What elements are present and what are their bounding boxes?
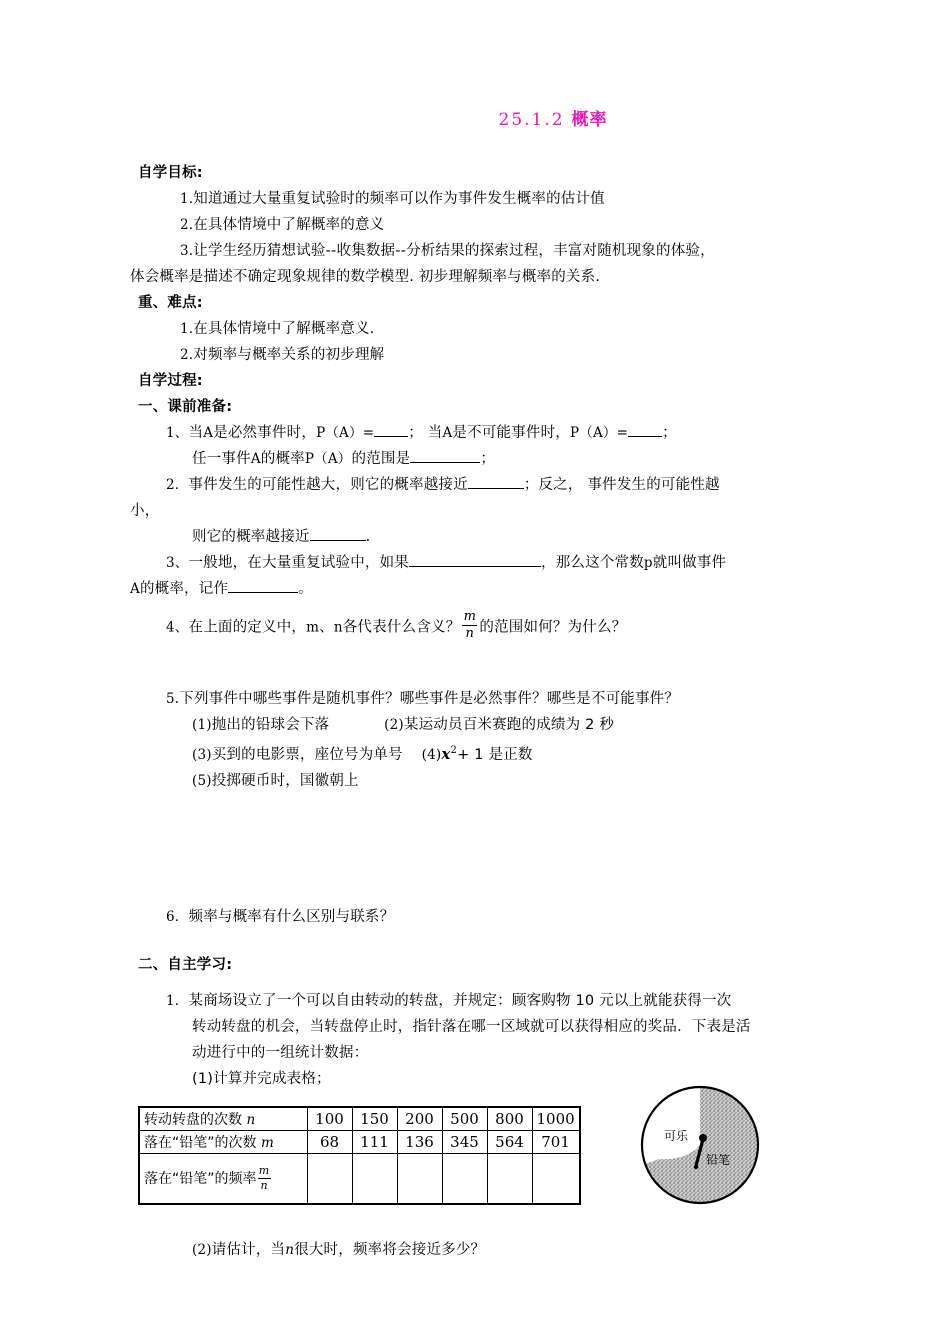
q5-num: 5. xyxy=(166,691,180,708)
q1-var-a1: A xyxy=(203,425,214,441)
q5-option-2-label: (2) xyxy=(384,717,404,734)
spacer-q3-q4 xyxy=(138,602,838,612)
table-fraction-denominator: n xyxy=(260,1179,268,1193)
q1-part-d: 是不可能事件时， xyxy=(452,425,570,441)
question-2 xyxy=(138,472,838,498)
table-rowhead-pencil-count xyxy=(139,1131,307,1154)
question-3-line-2 xyxy=(130,576,838,602)
table-cell: 564 xyxy=(487,1131,532,1154)
goal-item-2-num: 2. xyxy=(180,217,194,233)
spacer-q5-q6 xyxy=(138,794,838,882)
q5-option-3-text: 买到的电影票，座位号为单号 xyxy=(211,747,403,764)
fraction-denominator: n xyxy=(465,625,475,641)
q1-part-a: 当 xyxy=(188,425,204,441)
q5-option-row-3 xyxy=(138,768,838,794)
q5-option-4-math xyxy=(441,745,457,763)
q6-num: 6． xyxy=(166,909,189,926)
q1-line2-p: P（A） xyxy=(304,451,352,467)
q5-option-4-label: (4) xyxy=(421,747,442,764)
q5-option-4-math-exponent: 2 xyxy=(450,745,458,757)
question-2-line-2 xyxy=(138,524,838,550)
frequency-table xyxy=(138,1106,581,1205)
q2-num: 2． xyxy=(166,477,189,493)
page-title xyxy=(138,105,838,130)
question-7-line-1 xyxy=(138,988,838,1014)
question-7-line-2: 转动转盘的机会，当转盘停止时，指针落在哪一区域就可以获得相应的奖品．下表是活 xyxy=(192,1019,751,1036)
q2-blank-1[interactable] xyxy=(468,474,524,489)
spinner-label-pencil: 铅笔 xyxy=(706,1153,731,1168)
q6-text: 频率与概率有什么区别与联系？ xyxy=(188,909,395,926)
heading-difficulty: 重、难点: xyxy=(138,295,203,311)
q3-blank-2[interactable] xyxy=(228,578,298,593)
table-cell-blank[interactable] xyxy=(442,1154,487,1204)
question-7-sub-2 xyxy=(138,1237,838,1263)
q5-option-1-text: 抛出的铅球会下落 xyxy=(211,717,330,734)
table-cell-blank[interactable] xyxy=(397,1154,442,1204)
q5-option-3-label: (3) xyxy=(192,747,212,764)
q1-part-b: 是必然事件时， xyxy=(213,425,317,441)
table-and-spinner-area xyxy=(138,1106,838,1205)
q2-line2-a: 则它的概率越接近 xyxy=(192,529,310,545)
spinner-label-cola: 可乐 xyxy=(664,1129,689,1144)
q7-line-1-text: 某商场设立了一个可以自由转动的转盘，并规定：顾客购物 10 元以上就能获得一次 xyxy=(188,993,732,1010)
q1-blank-3[interactable] xyxy=(410,448,480,463)
table-cell-blank[interactable] xyxy=(532,1154,580,1204)
table-cell: 701 xyxy=(532,1131,580,1154)
table-fraction-m-over-n xyxy=(258,1165,271,1191)
q5-option-row-2 xyxy=(138,738,838,768)
table-rowhead-pencil-count-text: 落在“铅笔”的次数 xyxy=(144,1135,257,1152)
spacer-table-sub2-extra xyxy=(138,1227,838,1237)
goal-item-3 xyxy=(138,238,838,264)
q3-var-p: p xyxy=(643,555,653,571)
q7-num: 1． xyxy=(166,993,189,1010)
q1-line2-b: 的概率 xyxy=(260,451,305,467)
q3-line2-b: 。 xyxy=(298,581,313,597)
q1-num: 1、 xyxy=(166,425,189,441)
question-4 xyxy=(138,609,838,642)
q2-blank-2[interactable] xyxy=(310,526,366,541)
goal-item-1 xyxy=(138,186,838,212)
q4-var-n: n xyxy=(333,619,343,636)
table-cell-blank[interactable] xyxy=(352,1154,397,1204)
q4-var-m: m xyxy=(306,619,320,636)
spinner-svg xyxy=(633,1078,767,1212)
title-name: 概率 xyxy=(571,110,608,130)
title-number: 25.1.2 xyxy=(498,110,565,130)
q4-text-b: 各代表什么含义？ xyxy=(342,619,461,636)
difficulty-item-2 xyxy=(138,342,838,368)
q5-text: 下列事件中哪些事件是随机事件？哪些事件是必然事件？哪些是不可能事件？ xyxy=(179,691,680,708)
heading-part-two: 二、自主学习: xyxy=(138,957,233,974)
goal-item-3-text: 让学生经历猜想试验--收集数据--分析结果的探索过程，丰富对随机现象的体验， xyxy=(193,243,715,259)
table-rowhead-trials-var: n xyxy=(246,1112,256,1129)
goal-wrap-line: 体会概率是描述不确定现象规律的数学模型. 初步理解频率与概率的关系. xyxy=(130,269,601,285)
q5-option-5-text: 投掷硬币时，国徽朝上 xyxy=(211,773,359,790)
table-row xyxy=(139,1154,580,1204)
table-cell: 68 xyxy=(307,1131,352,1154)
q1-line2-end: ； xyxy=(480,451,496,467)
q4-text-a: 在上面的定义中， xyxy=(188,619,307,636)
question-6 xyxy=(138,904,838,930)
q1-p-label-2: P（A）= xyxy=(570,425,629,441)
spinner-wheel-image xyxy=(633,1078,767,1212)
q5-option-2-text: 某运动员百米赛跑的成绩为 2 秒 xyxy=(403,717,615,734)
q4-num: 4、 xyxy=(166,619,189,636)
table-cell: 111 xyxy=(352,1131,397,1154)
goal-item-2 xyxy=(138,212,838,238)
q1-blank-2[interactable] xyxy=(628,422,662,437)
question-1-line-2 xyxy=(138,446,838,472)
table-row xyxy=(139,1131,580,1154)
q7-sub-2-label: (2) xyxy=(192,1241,212,1258)
q5-option-row-1 xyxy=(138,712,838,738)
goal-item-3-num: 3. xyxy=(180,243,194,259)
table-rowhead-pencil-frequency-text: 落在“铅笔”的频率 xyxy=(144,1171,257,1188)
difficulty-item-1-text: 在具体情境中了解概率意义. xyxy=(193,321,375,337)
q1-var-a2: A xyxy=(442,425,453,441)
q1-blank-1[interactable] xyxy=(374,422,408,437)
table-cell: 500 xyxy=(442,1107,487,1131)
table-row xyxy=(139,1107,580,1131)
q3-text-a: 一般地，在大量重复试验中，如果 xyxy=(188,555,409,571)
q5-option-4-math-base: x xyxy=(441,745,451,764)
q3-text-c: 就叫做事件 xyxy=(652,555,727,571)
table-cell: 136 xyxy=(397,1131,442,1154)
table-cell-blank[interactable] xyxy=(307,1154,352,1204)
heading-process: 自学过程: xyxy=(138,373,203,389)
table-cell: 345 xyxy=(442,1131,487,1154)
table-rowhead-pencil-count-var: m xyxy=(260,1135,274,1152)
document-content xyxy=(130,105,838,1263)
table-cell: 800 xyxy=(487,1107,532,1131)
q3-num: 3、 xyxy=(166,555,189,571)
q3-text-b: ，那么这个常数 xyxy=(541,555,644,571)
q4-text-c: 的范围如何？为什么？ xyxy=(479,619,627,636)
q2-line2-b: . xyxy=(365,529,371,545)
q1-p-label-1: P（A）= xyxy=(316,425,375,441)
q2-text-c: 事件发生的可能性越 xyxy=(587,477,720,493)
fraction-numerator: m xyxy=(463,609,477,624)
q2-text-b: ；反之， xyxy=(523,477,583,493)
table-cell: 1000 xyxy=(532,1107,580,1131)
q7-sub-2-text-a: 请估计，当 xyxy=(211,1241,286,1258)
heading-part-one: 一、课前准备: xyxy=(138,399,233,415)
difficulty-item-1-num: 1. xyxy=(180,321,194,337)
q1-line2-a: 任一事件 xyxy=(192,451,251,467)
question-7-line-3: 动进行中的一组统计数据： xyxy=(192,1045,369,1062)
spinner-sector-cola xyxy=(642,1087,700,1164)
q1-line2-c: 的范围是 xyxy=(351,451,411,467)
question-1 xyxy=(138,420,838,446)
question-2-wrap: 小， xyxy=(130,503,160,519)
q1-part-c: 当 xyxy=(427,425,443,441)
q7-sub-2-var: n xyxy=(285,1241,295,1258)
question-7-sub-1: (1)计算并完成表格； xyxy=(192,1071,331,1088)
spacer-q6-part2 xyxy=(138,930,838,952)
difficulty-item-2-num: 2. xyxy=(180,347,194,363)
q1-line2-var: A xyxy=(250,451,261,467)
q4-sep: 、 xyxy=(319,619,334,636)
goal-item-1-text: 知道通过大量重复试验时的频率可以作为事件发生概率的估计值 xyxy=(193,191,605,207)
q1-sep: ； xyxy=(408,425,423,441)
question-3 xyxy=(138,550,838,576)
question-5 xyxy=(138,686,838,712)
table-cell: 200 xyxy=(397,1107,442,1131)
difficulty-item-1 xyxy=(138,316,838,342)
table-rowhead-trials xyxy=(139,1107,307,1131)
q2-text-a: 事件发生的可能性越大，则它的概率越接近 xyxy=(188,477,468,493)
table-cell-blank[interactable] xyxy=(487,1154,532,1204)
spacer-q5-q6-extra xyxy=(138,882,838,904)
q3-line2-var: A xyxy=(130,581,140,597)
table-cell: 100 xyxy=(307,1107,352,1131)
table-cell: 150 xyxy=(352,1107,397,1131)
table-rowhead-pencil-frequency xyxy=(139,1154,307,1204)
q1-end: ； xyxy=(662,425,677,441)
fraction-m-over-n xyxy=(462,610,477,640)
q7-sub-2-text-b: 很大时，频率将会接近多少？ xyxy=(294,1241,486,1258)
q5-option-4-text: + 1 是正数 xyxy=(457,747,533,764)
heading-goals: 自学目标: xyxy=(138,165,203,181)
difficulty-item-2-text: 对频率与概率关系的初步理解 xyxy=(193,347,385,363)
q5-option-5-label: (5) xyxy=(192,773,212,790)
goal-item-2-text: 在具体情境中了解概率的意义 xyxy=(193,217,385,233)
spacer-part2-q7 xyxy=(138,978,838,988)
table-fraction-numerator: m xyxy=(258,1164,270,1178)
q3-line2-a: 的概率，记作 xyxy=(139,581,229,597)
goal-item-1-num: 1. xyxy=(180,191,194,207)
spacer-q4-q5 xyxy=(138,642,838,686)
q3-blank-1[interactable] xyxy=(409,552,541,567)
table-rowhead-trials-text: 转动转盘的次数 xyxy=(144,1112,242,1129)
q5-option-1-label: (1) xyxy=(192,717,212,734)
